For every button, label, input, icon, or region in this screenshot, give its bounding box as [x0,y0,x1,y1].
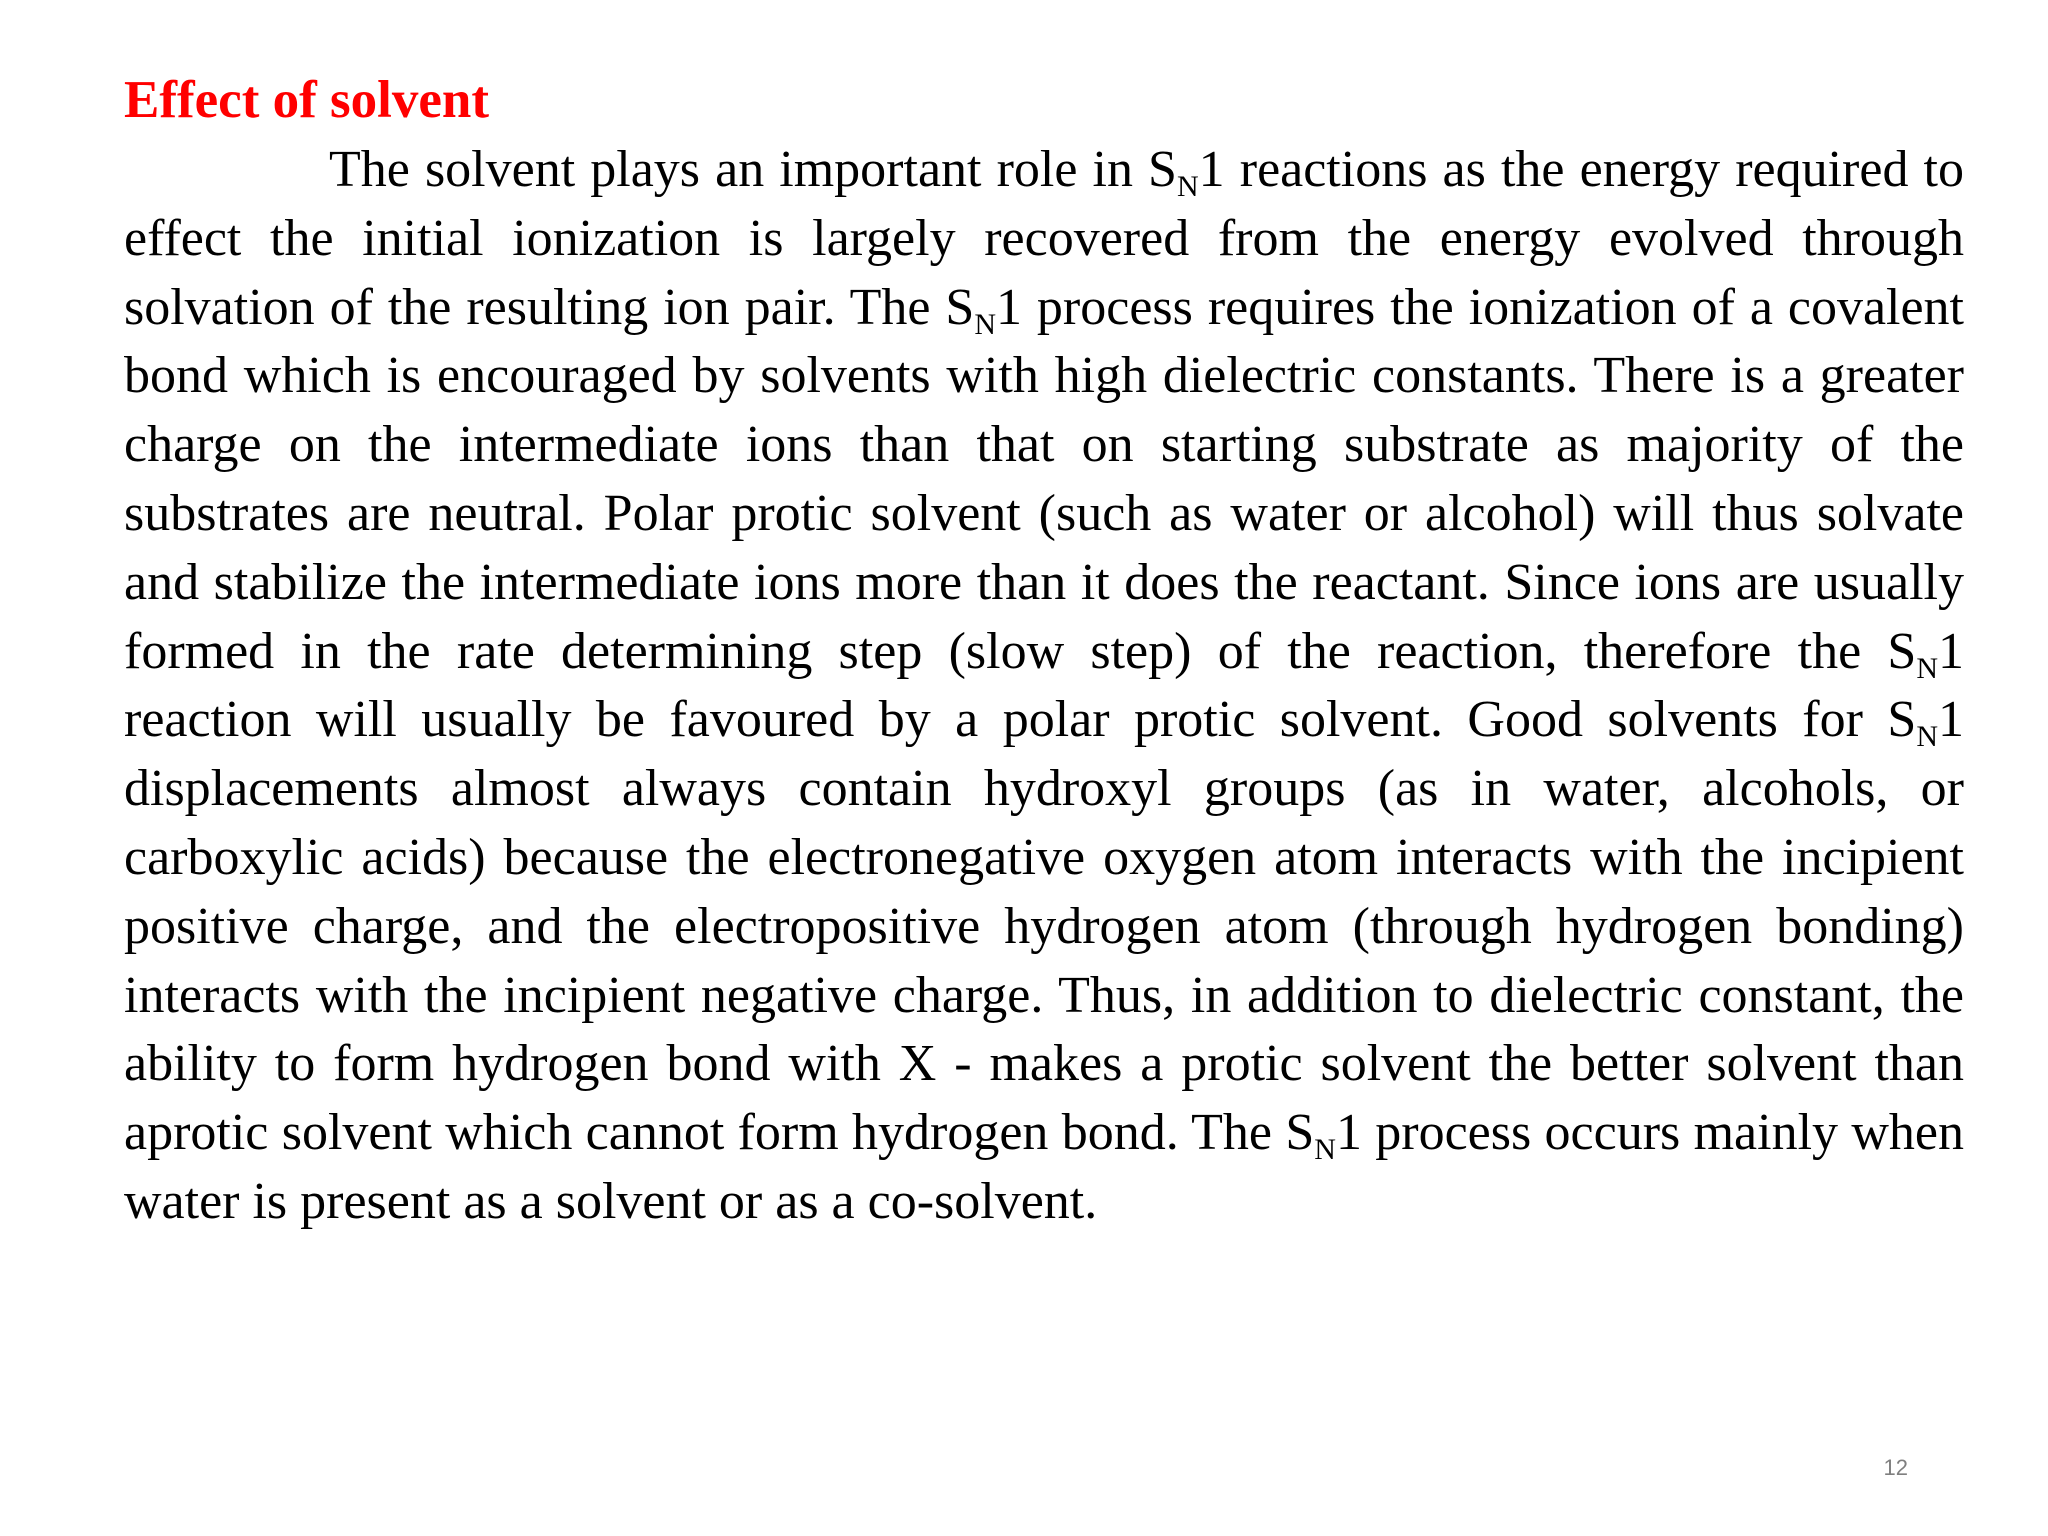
subscript-n: N [1176,170,1199,203]
paragraph-segment: 1 process occurs mainly when water is present as a solvent or as a co-solvent. [124,1104,1964,1230]
subscript-n: N [1916,651,1938,685]
paragraph-segment: 1 process requires the ionization of a covalent bond which is encouraged by solvents with high dielectric constants. There is a greater charge on the intermediate ions than that on starting substrate as majority of the substrates are neutral. Polar protic solvent (such as water or alcohol) will thus solvate and stabilize the intermediate ions more than it does the reactant. Since ions are usually formed in the rate determining step (slow step) of the reaction, therefore the S [124,278,1964,680]
paragraph-segment: 1 reaction will usually be favoured by a polar protic solvent. Good solvents for S [124,622,1964,749]
section-heading: Effect of solvent [124,71,489,129]
subscript-n: N [974,307,996,341]
paragraph-segment: The solvent plays an important role in S [329,141,1177,198]
paragraph-segment: 1 displacements almost always contain hydroxyl groups (as in water, alcohols, or carboxylic acids) because the electronegative oxygen atom interacts with the incipient positive charge, and the electropositive hydrogen atom (through hydrogen bonding) interacts with the incipient negative charge. Thus, in addition to dielectric constant, the ability to form hydrogen bond with X - makes a protic solvent the better solvent than aprotic solvent which cannot form hydrogen bond. The S [124,691,1964,1162]
paragraph-segment: 1 reactions as the energy required to effect the initial ionization is largely recovered from the energy evolved through solvation of the resulting ion pair. The S [124,141,1964,336]
page-number: 12 [1883,1455,1908,1480]
subscript-n: N [1916,720,1938,754]
body-paragraph [124,136,1964,1237]
subscript-n: N [1314,1133,1336,1167]
